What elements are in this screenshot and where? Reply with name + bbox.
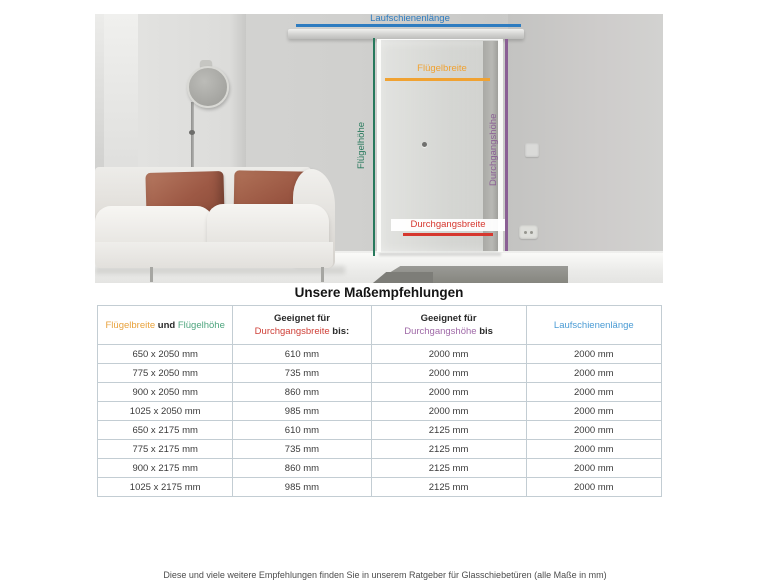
sofa-leg xyxy=(321,267,324,282)
table-row xyxy=(98,459,662,478)
cell-durchgangshoehe: 2000 mm xyxy=(371,345,526,364)
durchgangshoehe-line xyxy=(505,39,508,251)
header-laufschiene xyxy=(526,306,661,345)
header-fluegelhoehe-word: Flügelhöhe xyxy=(177,319,225,331)
cell-durchgangshoehe: 2000 mm xyxy=(371,364,526,383)
header-durchgangsbreite-word: Durchgangsbreite xyxy=(254,326,330,337)
fluegelhoehe-line xyxy=(373,38,375,256)
cell-durchgangshoehe: 2125 mm xyxy=(371,459,526,478)
sofa-base xyxy=(95,242,333,268)
cell-durchgangsbreite: 985 mm xyxy=(233,402,371,421)
cell-durchgangsbreite: 610 mm xyxy=(233,421,371,440)
laufschienenlaenge-line xyxy=(296,24,521,27)
cutoff-caption: Diese und viele weitere Empfehlungen finden Sie in unserem Ratgeber für Glasschiebetüren (alle Maße in mm) xyxy=(163,570,607,580)
cell-laufschiene: 2000 mm xyxy=(526,478,661,497)
cell-fluegel: 650 x 2175 mm xyxy=(98,421,233,440)
cell-fluegel: 1025 x 2175 mm xyxy=(98,478,233,497)
cell-laufschiene: 2000 mm xyxy=(526,402,661,421)
cell-laufschiene: 2000 mm xyxy=(526,421,661,440)
round-mirror xyxy=(187,66,229,108)
cell-durchgangshoehe: 2000 mm xyxy=(371,402,526,421)
measurement-table xyxy=(97,305,662,497)
durchgangshoehe-label: Durchgangshöhe xyxy=(488,113,499,187)
sofa-leg xyxy=(150,267,153,282)
table-row xyxy=(98,364,662,383)
durchgangsbreite-line xyxy=(403,233,493,236)
cell-fluegel: 1025 x 2050 mm xyxy=(98,402,233,421)
header-durchgangsbreite xyxy=(233,306,371,345)
mirror-stand-knob xyxy=(189,130,195,135)
table-row xyxy=(98,421,662,440)
header-fluegel xyxy=(98,306,233,345)
table-row xyxy=(98,402,662,421)
sliding-door-track xyxy=(288,29,524,39)
header-geeignet-word: Geeignet für xyxy=(420,313,477,324)
cell-laufschiene: 2000 mm xyxy=(526,440,661,459)
laufschienenlaenge-label: Laufschienenlänge xyxy=(370,14,450,24)
header-durchgangshoehe xyxy=(371,306,526,345)
durchgangsbreite-label: Durchgangsbreite xyxy=(391,219,505,231)
cell-laufschiene: 2000 mm xyxy=(526,364,661,383)
header-durchgangshoehe-word: Durchgangshöhe xyxy=(404,326,477,337)
cell-durchgangsbreite: 735 mm xyxy=(233,364,371,383)
cell-laufschiene: 2000 mm xyxy=(526,383,661,402)
cell-durchgangsbreite: 985 mm xyxy=(233,478,371,497)
cell-durchgangshoehe: 2125 mm xyxy=(371,478,526,497)
fluegelbreite-label: Flügelbreite xyxy=(417,63,467,74)
cell-durchgangshoehe: 2000 mm xyxy=(371,383,526,402)
header-laufschienenlaenge-word: Laufschienenlänge xyxy=(553,319,634,331)
cell-laufschiene: 2000 mm xyxy=(526,345,661,364)
cell-durchgangsbreite: 860 mm xyxy=(233,383,371,402)
fluegelhoehe-label: Flügelhöhe xyxy=(356,121,367,169)
cell-fluegel: 900 x 2175 mm xyxy=(98,459,233,478)
cell-durchgangsbreite: 860 mm xyxy=(233,459,371,478)
mirror-stand-pole xyxy=(191,102,194,170)
section-title: Unsere Maßempfehlungen xyxy=(294,285,464,300)
cell-fluegel: 775 x 2050 mm xyxy=(98,364,233,383)
header-und-word: und xyxy=(155,319,178,331)
header-geeignet-word: Geeignet für xyxy=(273,313,330,324)
room-photo xyxy=(95,14,663,283)
cell-fluegel: 900 x 2050 mm xyxy=(98,383,233,402)
wall-right xyxy=(508,14,663,255)
header-bis-word: bis xyxy=(476,326,493,337)
cell-durchgangshoehe: 2125 mm xyxy=(371,421,526,440)
cell-fluegel: 650 x 2050 mm xyxy=(98,345,233,364)
table-row xyxy=(98,440,662,459)
header-fluegelbreite-word: Flügelbreite xyxy=(105,319,156,331)
table-row xyxy=(98,345,662,364)
cell-durchgangsbreite: 610 mm xyxy=(233,345,371,364)
light-switch xyxy=(525,143,539,157)
fluegelbreite-line xyxy=(385,78,490,81)
cell-laufschiene: 2000 mm xyxy=(526,459,661,478)
door-handle-dot xyxy=(422,142,427,147)
table-row xyxy=(98,478,662,497)
cell-fluegel: 775 x 2175 mm xyxy=(98,440,233,459)
cell-durchgangsbreite: 735 mm xyxy=(233,440,371,459)
glass-edge-left xyxy=(377,39,381,252)
table-header-row xyxy=(98,306,662,345)
header-bis-word: bis: xyxy=(329,326,350,337)
table-row xyxy=(98,383,662,402)
cell-durchgangshoehe: 2125 mm xyxy=(371,440,526,459)
power-socket xyxy=(519,225,538,239)
